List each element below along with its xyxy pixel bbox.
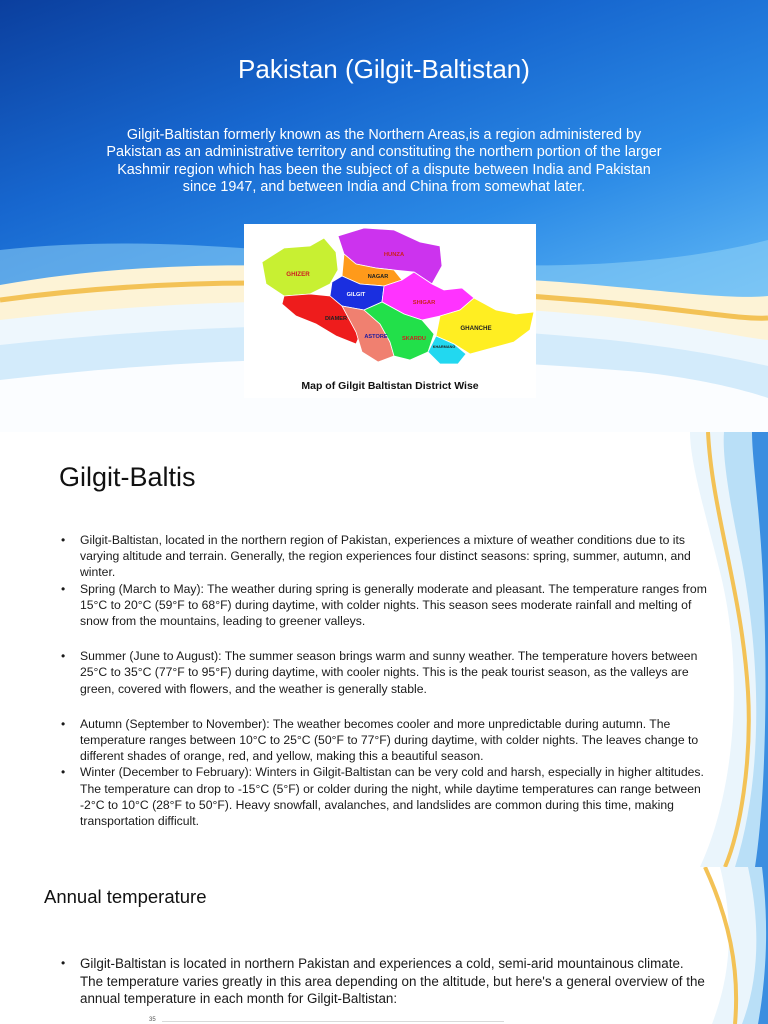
list-item: • Gilgit-Baltistan is located in northern Pakistan and experiences a cold, semi-arid mountainous climate. The temperature varies greatly in this area depending on the altitude, but here's a general overview of the annual temperature in each month for Gilgit-Baltistan: xyxy=(58,955,708,1008)
map-label-nagar: NAGAR xyxy=(367,274,389,280)
title-slide xyxy=(0,0,768,432)
chart-y-tick-label: 35 xyxy=(149,1017,156,1023)
seasons-slide xyxy=(0,432,768,867)
temperature-list xyxy=(58,955,708,1008)
list-item: • Gilgit-Baltistan, located in the northern region of Pakistan, experiences a mixture of weather conditions due to its varying altitude and terrain. Generally, the region experiences four distinct seasons: spring, summer, autumn, and winter. xyxy=(58,532,708,581)
map-label-gilgit: GILGIT xyxy=(346,292,366,298)
map-caption: Map of Gilgit Baltistan District Wise xyxy=(301,380,479,392)
annual-temperature-slide xyxy=(0,867,768,1024)
map-label-ghizer: GHIZER xyxy=(286,271,310,278)
map-label-diamer: DIAMER xyxy=(324,316,348,322)
list-item: • Spring (March to May): The weather during spring is generally moderate and pleasant. The temperature ranges from 15°C to 20°C (59°F to 68°F) during daytime, with colder nights. This season sees moderate rainfall and melting of snow from the mountains, leading to greener valleys. xyxy=(58,581,708,630)
seasons-list xyxy=(58,532,708,829)
district-map xyxy=(244,224,536,398)
map-label-kharmang: KHARMANG xyxy=(432,345,456,349)
slide-title: Annual temperature xyxy=(44,886,207,907)
slide-title: Gilgit-Baltis xyxy=(59,462,196,492)
map-label-ghanche: GHANCHE xyxy=(460,325,492,332)
map-label-astore: ASTORE xyxy=(364,334,388,340)
chart-gridline xyxy=(162,1021,504,1022)
map-label-hunza: HUNZA xyxy=(383,252,405,258)
list-item: • Winter (December to February): Winters in Gilgit-Baltistan can be very cold and harsh, especially in higher altitudes. The temperature can drop to -15°C (5°F) or colder during the night, while daytime temperatures can range between -2°C to 10°C (28°F to 50°F). Heavy snowfall, avalanches, and landslides are common during this time, making transportation difficult. xyxy=(58,764,708,829)
list-item: • Autumn (September to November): The weather becomes cooler and more unpredictable during autumn. The temperature ranges between 10°C to 25°C (50°F to 77°F) during daytime, with colder nights. The leaves change to different shades of orange, red, and yellow, making this a beautiful season. xyxy=(58,716,708,765)
slide-title: Pakistan (Gilgit-Baltistan) xyxy=(238,54,530,84)
map-label-shigar: SHIGAR xyxy=(412,300,436,306)
list-item: • Summer (June to August): The summer season brings warm and sunny weather. The temperature hovers between 25°C to 35°C (77°F to 95°F) during daytime, with cooler nights. This is the peak tourist season, as the valleys are green, covered with flowers, and the weather is generally stable. xyxy=(58,648,708,697)
map-label-skardu: SKARDU xyxy=(402,336,426,342)
slide-description: Gilgit-Baltistan formerly known as the Northern Areas,is a region administered by Pakistan as an administrative territory and constituting the northern portion of the larger Kashmir region which has been the subject of a dispute between India and Pakistan since 1947, and between India and China from somewhat later. xyxy=(106,127,662,195)
district-map-graphic xyxy=(244,224,536,374)
